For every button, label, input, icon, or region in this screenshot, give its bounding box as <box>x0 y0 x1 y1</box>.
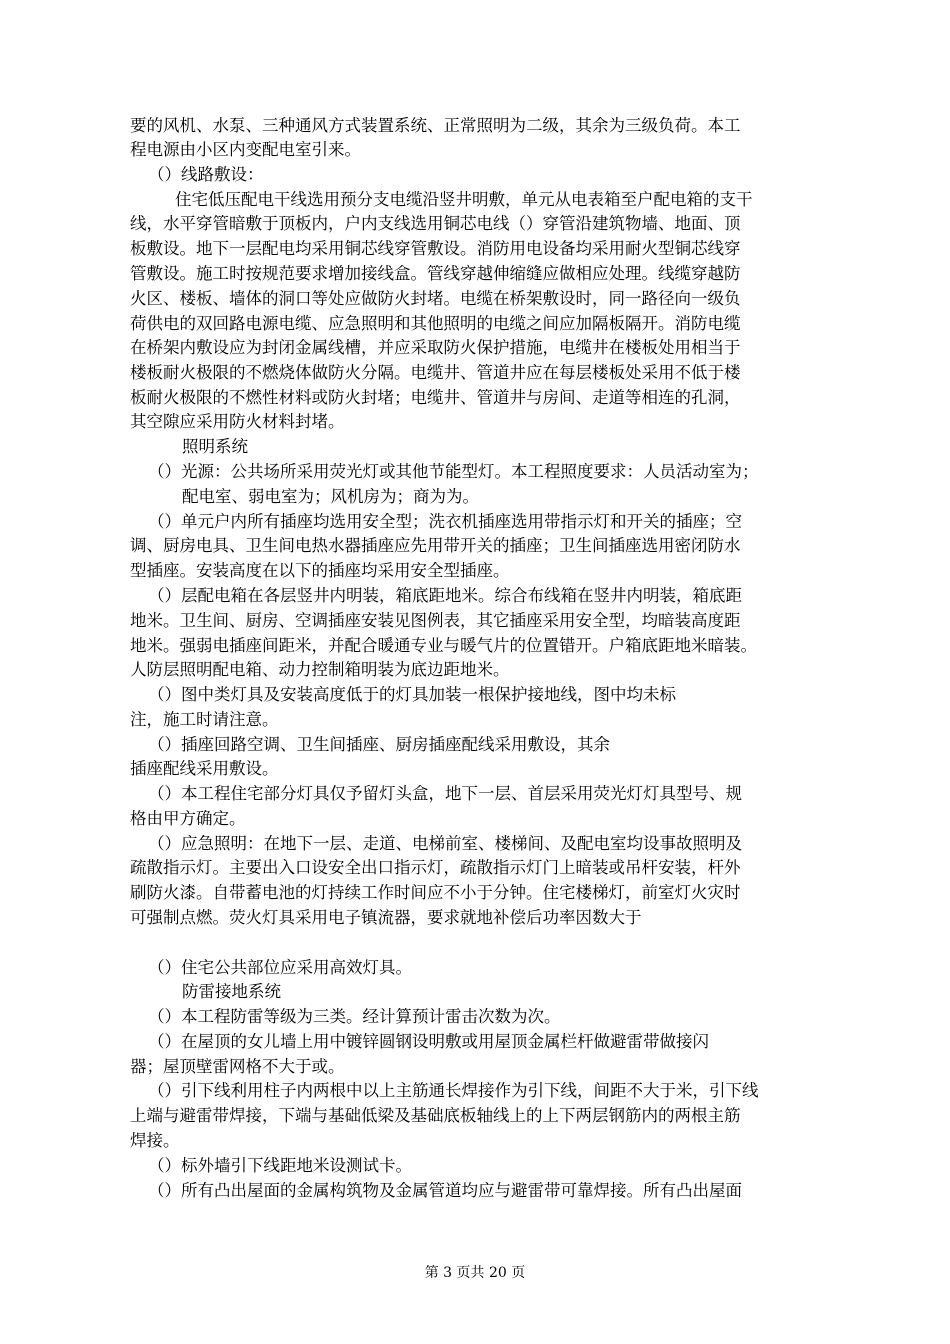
text-line: 火区、楼板、墙体的洞口等处应做防火封堵。电缆在桥架敷设时，同一路径向一级负 <box>130 289 741 308</box>
text-line: 调、厨房电具、卫生间电热水器插座应先用带开关的插座；卫生间插座选用密闭防水 <box>130 536 741 555</box>
text-line: 程电源由小区内变配电室引来。 <box>130 140 361 159</box>
text-line: 插座配线采用敷设。 <box>130 759 279 778</box>
text-line: 注，施工时请注意。 <box>130 710 279 729</box>
text-line: （）应急照明：在地下一层、走道、电梯前室、楼梯间、及配电室均设事故照明及 <box>148 834 742 853</box>
text-line: （）所有凸出屋面的金属构筑物及金属管道均应与避雷带可靠焊接。所有凸出屋面 <box>148 1181 742 1200</box>
text-line: 地米。卫生间、厨房、空调插座安装见图例表，其它插座采用安全型，均暗装高度距 <box>130 611 741 630</box>
text-line: 器；屋顶壁雷网格不大于或。 <box>130 1057 345 1076</box>
text-line: 地米。强弱电插座间距米，并配合暖通专业与暖气片的位置错开。户箱底距地米暗装。 <box>130 636 757 655</box>
text-line: 其空隙应采用防火材料封堵。 <box>130 412 345 431</box>
text-line: 管敷设。施工时按规范要求增加接线盒。管线穿越伸缩缝应做相应处理。线缆穿越防 <box>130 264 741 283</box>
text-line: （）层配电箱在各层竖井内明装，箱底距地米。综合布线箱在竖井内明装，箱底距 <box>148 586 742 605</box>
text-line: 格由甲方确定。 <box>130 809 246 828</box>
text-line: 刷防火漆。自带蓄电池的灯持续工作时间应不小于分钟。住宅楼梯灯，前室灯火灾时 <box>130 883 741 902</box>
text-line: 人防层照明配电箱、动力控制箱明装为底边距地米。 <box>130 660 510 679</box>
text-line: （）在屋顶的女儿墙上用中镀锌圆钢设明敷或用屋顶金属栏杆做避雷带做接闪 <box>148 1032 709 1051</box>
section-heading: （）线路敷设： <box>148 165 264 184</box>
section-heading: 照明系统 <box>182 437 248 456</box>
text-line: 可强制点燃。荧火灯具采用电子镇流器，要求就地补偿后功率因数大于 <box>130 908 642 927</box>
text-line: 上端与避雷带焊接，下端与基础低梁及基础底板轴线上的上下两层钢筋内的两根主筋 <box>130 1106 741 1125</box>
section-heading: 防雷接地系统 <box>182 982 281 1001</box>
text-line: （）住宅公共部位应采用高效灯具。 <box>148 958 412 977</box>
text-line: （）图中类灯具及安装高度低于的灯具加装一根保护接地线，图中均未标 <box>148 685 676 704</box>
text-line: 在桥架内敷设应为封闭金属线槽，并应采取防火保护措施，电缆井在楼板处用相当于 <box>130 338 741 357</box>
text-line: 型插座。安装高度在以下的插座均采用安全型插座。 <box>130 561 510 580</box>
text-line: 楼板耐火极限的不燃烧体做防火分隔。电缆井、管道井应在每层楼板处采用不低于楼 <box>130 363 741 382</box>
text-line: 焊接。 <box>130 1131 180 1150</box>
text-line: （）光源：公共场所采用荧光灯或其他节能型灯。本工程照度要求：人员活动室为； <box>148 462 759 481</box>
text-line: （）引下线利用柱子内两根中以上主筋通长焊接作为引下线，间距不大于米，引下线 <box>148 1081 759 1100</box>
text-line: 住宅低压配电干线选用预分支电缆沿竖井明敷，单元从电表箱至户配电箱的支干 <box>175 190 753 209</box>
text-line: （）标外墙引下线距地米设测试卡。 <box>148 1156 412 1175</box>
text-line: （）单元户内所有插座均选用安全型；洗衣机插座选用带指示灯和开关的插座；空 <box>148 512 742 531</box>
text-line: （）本工程防雷等级为三类。经计算预计雷击次数为次。 <box>148 1007 561 1026</box>
page-number-footer: 第 3 页共 20 页 <box>424 1265 526 1281</box>
text-line: 板耐火极限的不燃性材料或防火封堵；电缆井、管道井与房间、走道等相连的孔洞， <box>130 388 741 407</box>
text-line: 配电室、弱电室为；风机房为；商为为。 <box>182 487 479 506</box>
text-line: （）本工程住宅部分灯具仅予留灯头盒，地下一层、首层采用荧光灯灯具型号、规 <box>148 784 742 803</box>
text-line: （）插座回路空调、卫生间插座、厨房插座配线采用敷设，其余 <box>148 735 610 754</box>
text-line: 疏散指示灯。主要出入口设安全出口指示灯，疏散指示灯门上暗装或吊杆安装，杆外 <box>130 858 741 877</box>
text-line: 线，水平穿管暗敷于顶板内，户内支线选用铜芯电线（）穿管沿建筑物墙、地面、顶 <box>130 214 741 233</box>
text-line: 板敷设。地下一层配电均采用铜芯线穿管敷设。消防用电设备均采用耐火型铜芯线穿 <box>130 239 741 258</box>
text-line: 荷供电的双回路电源电缆、应急照明和其他照明的电缆之间应加隔板隔开。消防电缆 <box>130 314 741 333</box>
text-line: 要的风机、水泵、三种通风方式装置系统、正常照明为二级，其余为三级负荷。本工 <box>130 116 741 135</box>
